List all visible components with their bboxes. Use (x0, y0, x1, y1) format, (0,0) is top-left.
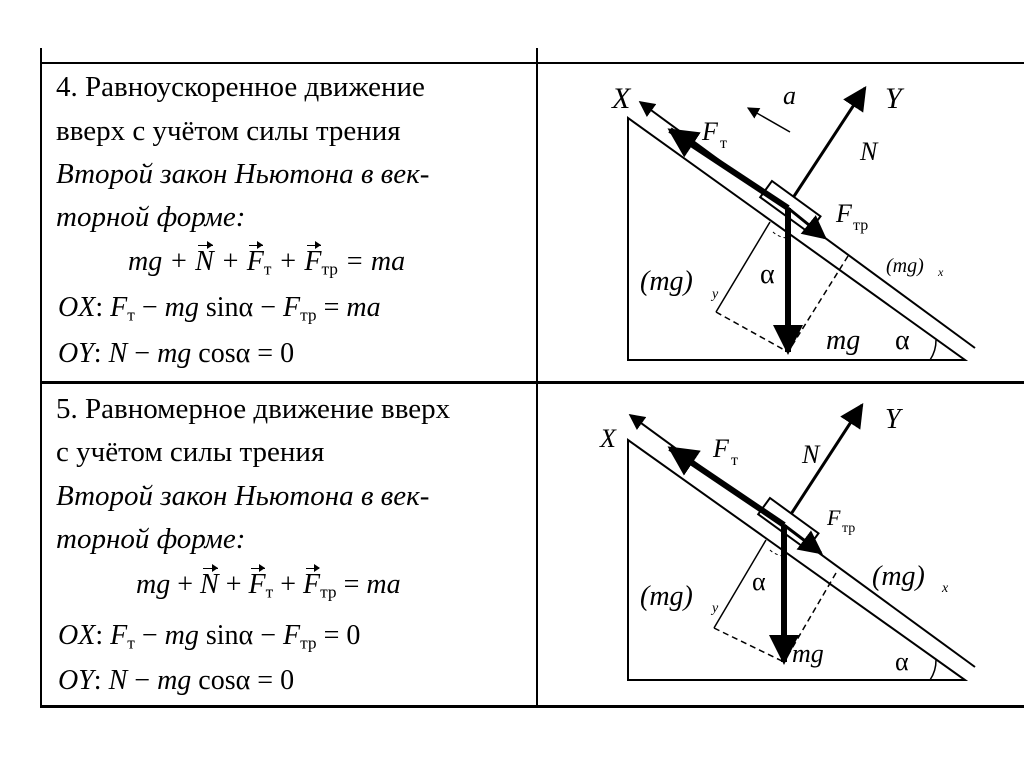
y-axis (785, 88, 865, 210)
incline-angle-label: α (895, 647, 909, 676)
acceleration-label: a (783, 81, 796, 110)
row-5-title-line-2: с учётом силы трения (56, 436, 325, 468)
mg-x-label: (mg) (886, 255, 924, 277)
projection-dashed-1 (716, 312, 788, 352)
mg-y-label: (mg) (640, 266, 693, 297)
angle-arc (930, 660, 936, 680)
x-axis-label: X (600, 424, 616, 453)
friction-subscript: тр (321, 259, 338, 279)
friction-force-sub: тр (853, 217, 869, 234)
mg-x-sub: x (938, 265, 944, 279)
normal-force-vector: N (195, 246, 214, 277)
traction-subscript: т (263, 259, 272, 279)
row-4-ox-equation: OX: $F_т$ − mg $\sin\alpha - F_{тр}$ = ma (58, 292, 381, 325)
traction-force-arrow (670, 130, 788, 208)
mg-y-sub: y (712, 287, 719, 302)
traction-force-label: F (713, 434, 729, 463)
incline-angle-label: α (895, 325, 910, 356)
gravity-label: mg (792, 639, 824, 668)
friction-force-label: F (836, 199, 852, 228)
row-5-vector-equation: mg + $N + F_т + F_{тр}$ = ma (136, 569, 401, 602)
row-5-oy-equation: OY: N − mg cosα = 0 (58, 665, 295, 696)
normal-force-label: N (860, 137, 878, 166)
angle-arc (930, 340, 936, 360)
block (758, 498, 818, 549)
mg-y-label: (mg) (640, 581, 693, 612)
plus-sign: + (278, 246, 298, 277)
equals-sign: = (344, 246, 364, 277)
row-4-law-line-2: торной форме: (56, 201, 246, 233)
row-4-law-line-1: Второй закон Ньютона в век- (56, 158, 430, 190)
ma-term: ma (370, 246, 406, 277)
incline-diagram-row-4 (611, 81, 975, 360)
row-5-law-line-2: торной форме: (56, 523, 246, 555)
mg-term: mg (128, 246, 163, 277)
incline-diagram-row-5 (599, 404, 975, 680)
normal-force-label: N (802, 440, 820, 469)
traction-force-sub: т (731, 452, 738, 469)
row-4-title-line-2: вверх с учётом силы трения (56, 115, 401, 147)
y-axis (782, 405, 862, 528)
traction-force-vector: F (246, 246, 264, 277)
row-5-title-line-1: 5. Равномерное движение вверх (56, 393, 451, 425)
block-angle-label: α (760, 259, 775, 290)
plus-sign: + (169, 246, 189, 277)
y-axis-label: Y (885, 82, 902, 115)
friction-force-sub: тр (842, 521, 856, 536)
row-4-title-line-1: 4. Равноускоренное движение (56, 71, 425, 103)
mg-y-sub: y (712, 601, 719, 616)
gravity-label: mg (826, 325, 861, 356)
y-axis-label: Y (885, 404, 901, 435)
mg-x-label: (mg) (872, 561, 925, 592)
x-axis-label: X (612, 82, 631, 115)
mg-x-sub: x (942, 581, 949, 596)
row-4-oy-equation: OY: N − mg cosα = 0 (58, 338, 295, 369)
row-5-ox-equation: OX: $F_т$ − mg $\sin\alpha - F_{тр} = 0$ (58, 620, 361, 653)
block-angle-label: α (752, 567, 766, 596)
traction-force-sub: т (720, 135, 727, 152)
traction-force-label: F (702, 117, 718, 146)
incline-triangle (628, 118, 965, 360)
projection-dashed-1 (714, 628, 784, 662)
acceleration-arrow (748, 108, 790, 132)
friction-force-vector: F (304, 246, 322, 277)
plus-sign: + (220, 246, 240, 277)
row-5-law-line-1: Второй закон Ньютона в век- (56, 480, 430, 512)
friction-force-label: F (827, 505, 841, 530)
